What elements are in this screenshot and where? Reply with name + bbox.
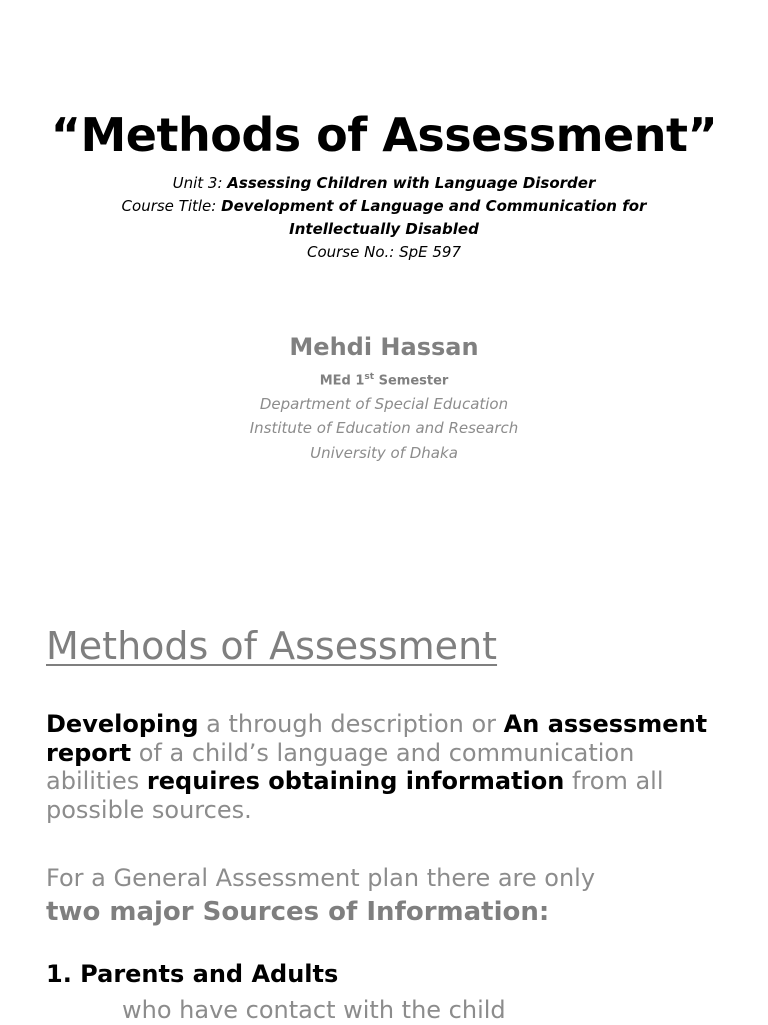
- section-heading: Methods of Assessment: [46, 624, 498, 668]
- university: University of Dhaka: [310, 444, 458, 462]
- unit-prefix: Unit 3:: [172, 174, 228, 192]
- unit-value: Assessing Children with Language Disorder: [227, 174, 596, 192]
- list-item-1-title: 1. Parents and Adults: [46, 960, 339, 988]
- unit-line: [0, 172, 768, 195]
- course-title-line: [0, 195, 768, 218]
- p1-keyword-1: Developing: [46, 710, 199, 738]
- course-value-line2: Intellectually Disabled: [289, 220, 479, 238]
- slide-title: “Methods of Assessment”: [50, 108, 718, 162]
- degree-line: [0, 372, 768, 388]
- p1-text-1: a through description or: [198, 710, 504, 738]
- degree-rest: Semester: [374, 373, 449, 389]
- degree-sup: st: [364, 372, 375, 382]
- degree-main: MEd 1: [319, 373, 365, 389]
- list-item-1-subtext: who have contact with the child: [122, 996, 506, 1024]
- course-value-line1: Development of Language and Communication for: [221, 197, 647, 215]
- intro-paragraph: [46, 710, 726, 824]
- course-number: Course No.: SpE 597: [306, 243, 462, 261]
- p1-text-2: of a child’s language and communication abilities: [46, 738, 635, 795]
- p1-text-3: from all possible sources.: [46, 767, 664, 824]
- course-prefix: Course Title:: [121, 197, 222, 215]
- p1-keyword-2: An assessment report: [46, 710, 708, 767]
- p1-keyword-3: requires obtaining information: [146, 767, 565, 795]
- sources-heading: two major Sources of Information:: [46, 897, 550, 927]
- institute: Institute of Education and Research: [249, 419, 519, 437]
- content-slide: [0, 560, 768, 1024]
- department: Department of Special Education: [259, 395, 509, 413]
- author-name: Mehdi Hassan: [289, 333, 479, 361]
- plan-line: For a General Assessment plan there are only: [46, 864, 596, 892]
